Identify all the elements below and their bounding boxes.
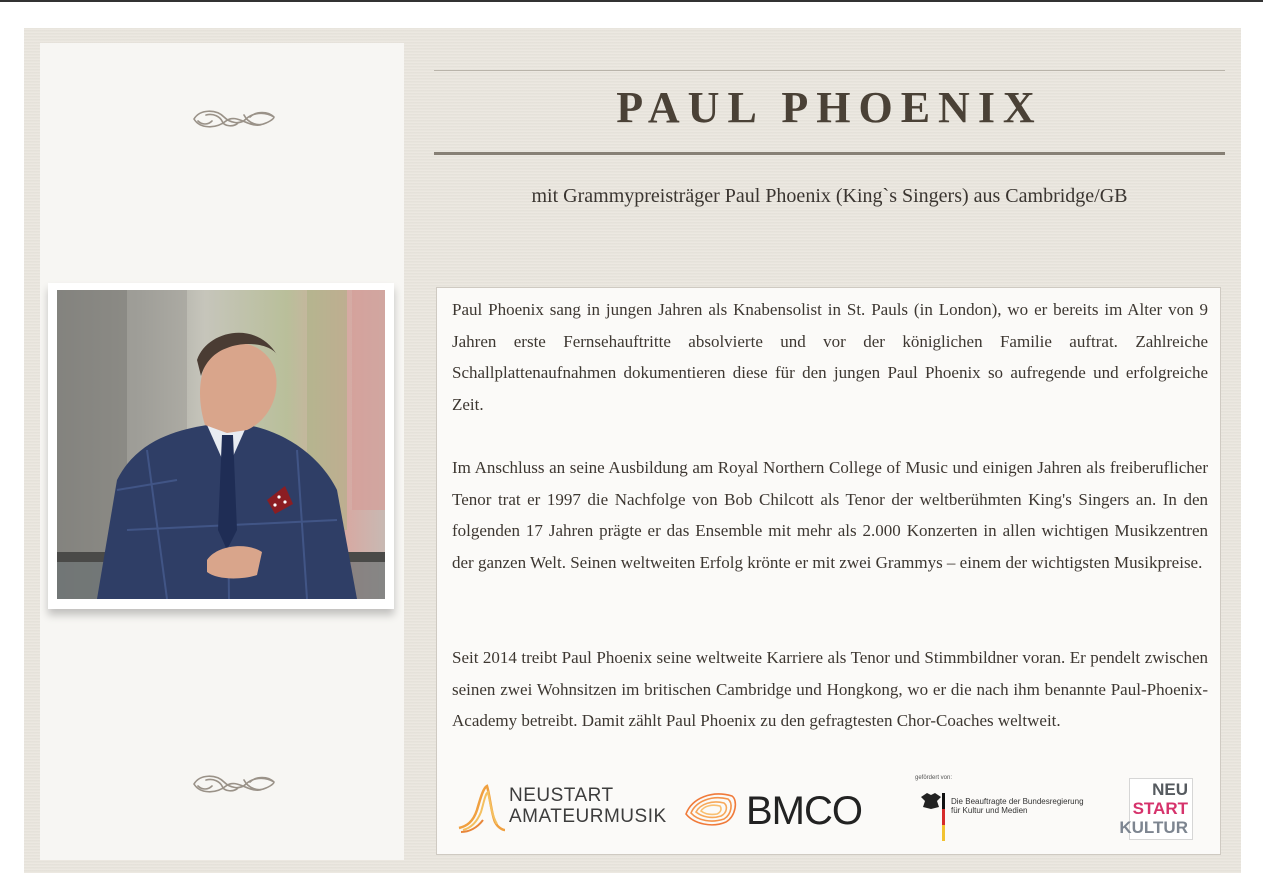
bkm-funded-label: gefördert von:	[915, 775, 953, 781]
neustart-kultur-logo	[1119, 778, 1193, 840]
page-subtitle: mit Grammypreisträger Paul Phoenix (King`s Singers) aus Cambridge/GB	[531, 185, 1128, 207]
neustart-kultur-line1: NEU	[1152, 780, 1188, 799]
neustart-line1: NEUSTART	[509, 785, 614, 806]
portrait-photo-frame	[48, 283, 394, 609]
neustart-kultur-line3: KULTUR	[1119, 818, 1188, 837]
bkm-line1: Die Beauftragte der Bundesregierung	[951, 797, 1084, 806]
portrait-photo	[57, 290, 385, 599]
biography-box	[436, 287, 1221, 855]
portrait-illustration	[57, 290, 385, 599]
bmco-swirl-icon	[682, 784, 742, 834]
bio-paragraph: Im Anschluss an seine Ausbildung am Royal Northern College of Music und einigen Jahren als freiberuflicher Tenor trat er 1997 die Nachfolge von Bob Chilcott als Tenor der weltberühmten King's Singers an. In den folgenden 17 Jahren prägte er das Ensemble mit mehr als 2.000 Konzerten in allen wichtigen Musikzentren der ganzen Welt. Seinen weltweiten Erfolg krönte er mit zwei Grammys – einem der wichtigsten Musikpreise.	[452, 458, 1208, 572]
bkm-line2: für Kultur und Medien	[951, 806, 1028, 815]
page-title: PAUL PHOENIX	[616, 83, 1043, 132]
bio-paragraph: Paul Phoenix sang in jungen Jahren als Knabensolist in St. Pauls (in London), wo er bereits im Alter von 9 Jahren erste Fernsehauftritte absolvierte und vor der königlichen Familie auftrat. Zahlreiche Schallplattenaufnahmen dokumentieren diese für den jungen Paul Phoenix so aufregende und erfolgreiche Zeit.	[452, 300, 1208, 414]
neustart-amateurmusik-logo	[457, 782, 667, 838]
bio-paragraph: Seit 2014 treibt Paul Phoenix seine weltweite Karriere als Tenor und Stimmbildner voran. Er pendelt zwischen seinen zwei Wohnsitzen im britischen Cambridge und Hongkong, wo er die nach ihm benannte Paul-Phoenix-Academy betreibt. Damit zählt Paul Phoenix zu den gefragtesten Chor-Coaches weltweit.	[452, 648, 1208, 730]
ornamental-flourish-icon	[186, 103, 282, 135]
bkm-logo	[915, 775, 1095, 847]
ornamental-flourish-icon	[186, 768, 282, 800]
top-border-line	[0, 0, 1263, 2]
bmco-logo	[682, 782, 877, 838]
neustart-line2: AMATEURMUSIK	[509, 806, 667, 827]
neustart-kultur-line2: START	[1132, 799, 1188, 818]
header-rule-thick	[434, 152, 1225, 155]
federal-eagle-icon	[915, 781, 949, 851]
bmco-wordmark: BMCO	[746, 789, 862, 833]
neustart-wave-icon	[457, 782, 507, 838]
header-rule-thin	[434, 70, 1225, 71]
